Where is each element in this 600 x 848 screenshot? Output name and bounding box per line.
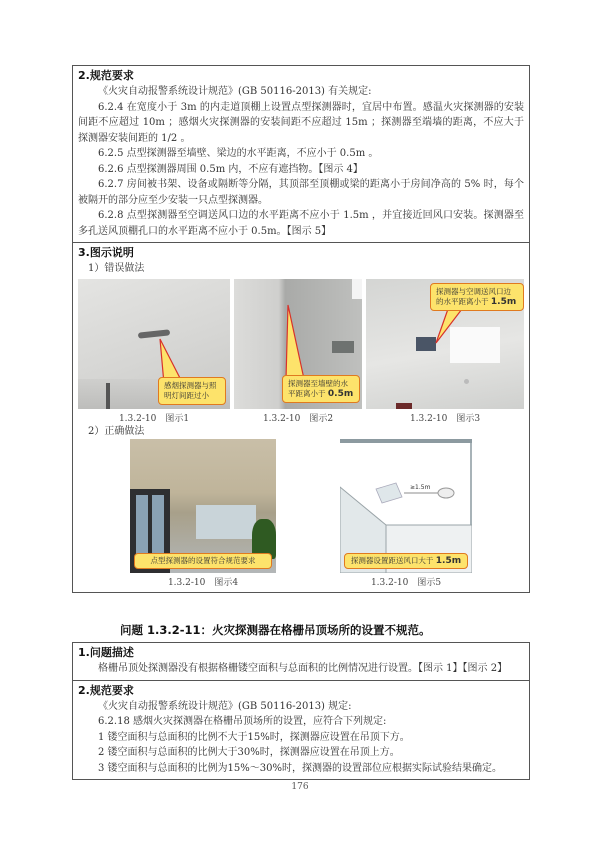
rule-1: 1 镂空面积与总面积的比例不大于15%时，探测器应设置在吊顶下方。 — [98, 731, 410, 743]
page-number: 176 — [291, 782, 309, 792]
figure-2 — [234, 279, 362, 424]
callout-1: 感烟探测器与照明灯间距过小 — [158, 377, 226, 405]
svg-text:≥1.5m: ≥1.5m — [410, 484, 431, 491]
correct-practice-label: 2）正确做法 — [88, 426, 145, 437]
issue-heading: 问题 1.3.2-11：火灾探测器在格栅吊顶场所的设置不规范。 — [120, 623, 431, 637]
callout-3: 探测器与空调送风口边的水平距离小于 1.5m — [430, 283, 524, 311]
figure-1-caption: 1.3.2-10 图示1 — [118, 414, 190, 424]
section-title: 2.规范要求 — [78, 683, 134, 697]
section-spec-requirements — [73, 66, 529, 243]
figure-3 — [366, 279, 524, 424]
wrong-photos-row — [78, 279, 524, 424]
section-spec-requirements — [73, 681, 529, 780]
spec-source: 《火灾自动报警系统设计规范》(GB 50116-2013) 有关规定: — [98, 86, 372, 97]
banner-5: 探测器设置距送风口大于 1.5m — [344, 553, 468, 569]
photo-2 — [234, 279, 362, 409]
figure-4-caption: 1.3.2-10 图示4 — [167, 578, 239, 588]
banner-4: 点型探测器的设置符合规范要求 — [134, 553, 272, 569]
figure-2-caption: 1.3.2-10 图示2 — [262, 414, 334, 424]
problem-text: 格栅吊顶处探测器没有根据格栅镂空面积与总面积的比例情况进行设置。【图示 1】【图示 2】 — [98, 663, 508, 674]
spec-table-2 — [72, 642, 530, 780]
spec-source: 《火灾自动报警系统设计规范》(GB 50116-2013) 规定: — [98, 700, 352, 712]
window — [196, 505, 256, 539]
figure-5 — [340, 439, 472, 588]
section-problem-description — [73, 643, 529, 681]
clause-6-2-7: 6.2.7 房间被书架、设备或隔断等分隔，其顶部至顶棚或梁的距离小于房间净高的 5% 时，每个被隔开的部分应至少安装一只点型探测器。 — [78, 179, 524, 206]
photo-4 — [130, 439, 276, 573]
photo-5-diagram — [340, 439, 472, 573]
section-title: 1.问题描述 — [78, 646, 134, 659]
clause-6-2-4: 6.2.4 在宽度小于 3m 的内走道顶棚上设置点型探测器时，宜居中布置。感温火灾探测器的安装间距不应超过 10m ；感烟火灾探测器的安装间距不应超过 15m ；探测器至端墙的距离，不应大于探测器安装间距的 1/2 。 — [78, 101, 524, 144]
rule-2: 2 镂空面积与总面积的比例大于30%时，探测器应设置在吊顶上方。 — [98, 747, 400, 758]
section-illustrations — [73, 243, 529, 592]
rule-3: 3 镂空面积与总面积的比例为15%～30%时，探测器的设置部位应根据实际试验结果确定。 — [98, 762, 502, 774]
callout-2: 探测器至墙壁的水平距离小于 0.5m — [282, 375, 360, 403]
section-title: 2.规范要求 — [78, 69, 134, 82]
section-title: 3.图示说明 — [78, 246, 134, 259]
figure-5-caption: 1.3.2-10 图示5 — [370, 578, 442, 588]
correct-photos-row — [78, 439, 524, 588]
clause-6-2-6: 6.2.6 点型探测器周围 0.5m 内，不应有遮挡物。【图示 4】 — [98, 163, 363, 175]
clause-6-2-8: 6.2.8 点型探测器至空调送风口边的水平距离不应小于 1.5m ，并宜接近回风口安装。探测器至多孔送风顶棚孔口的水平距离不应小于 0.5m。【图示 5】 — [78, 210, 524, 237]
figure-3-caption: 1.3.2-10 图示3 — [409, 414, 481, 424]
wrong-practice-label: 1）错误做法 — [88, 263, 145, 274]
photo-3 — [366, 279, 524, 409]
clause-6-2-5: 6.2.5 点型探测器至墙壁、梁边的水平距离，不应小于 0.5m 。 — [98, 148, 379, 159]
figure-4 — [130, 439, 276, 588]
figure-1 — [78, 279, 230, 424]
clause-6-2-18: 6.2.18 感烟火灾探测器在格栅吊顶场所的设置，应符合下列规定: — [98, 716, 387, 727]
spec-table-1 — [72, 65, 530, 593]
photo-1 — [78, 279, 230, 409]
